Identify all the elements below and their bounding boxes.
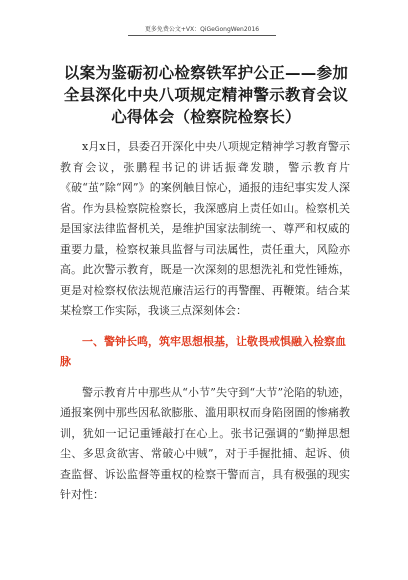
section-1-paragraph: 警示教育片中那些从“小节”失守到“大节”沦陷的轨迹，通报案例中那些因私欲膨胀、滥用职权而身陷囹圄的惨痛教训，犹如一记记重锤敲打在心上。张书记强调的“勤掸思想尘、多思贪欲害、常破心中贼”，对于手握批捕、起诉、侦查监督、诉讼监督等重权的检察干警而言，具有极强的现实针对性：	[60, 385, 350, 501]
intro-paragraph: x月x日，县委召开深化中央八项规定精神学习教育警示教育会议，张鹏程书记的讲话振聋发聩，警示教育片《破“茧”除“网”》的案例触目惊心，通报的违纪事实发人深省。作为县检察院检察长，我深感肩上责任如山。检察机关是国家法律监督机关，是维护国家法制统一、尊严和权威的重要力量，检察权兼具监督与司法属性，责任重大，风险亦高。此次警示教育，既是一次深刻的思想洗礼和党性锤炼，更是对检察权依法规范廉洁运行的再警醒、再鞭策。结合某某检察工作实际，我谈三点深刻体会：	[60, 140, 350, 317]
document-body	[60, 137, 350, 506]
section-heading-1: 一、警钟长鸣，筑牢思想根基，让敬畏戒惧融入检察血脉	[60, 334, 346, 368]
document-title: 以案为鉴砺初心检察铁军护公正——参加全县深化中央八项规定精神警示教育会议心得体会（检察院检察长）	[63, 64, 349, 126]
document-header: 更多免费公文+VX：QiGeGongWen2016	[144, 26, 260, 33]
header-divider	[128, 35, 276, 36]
